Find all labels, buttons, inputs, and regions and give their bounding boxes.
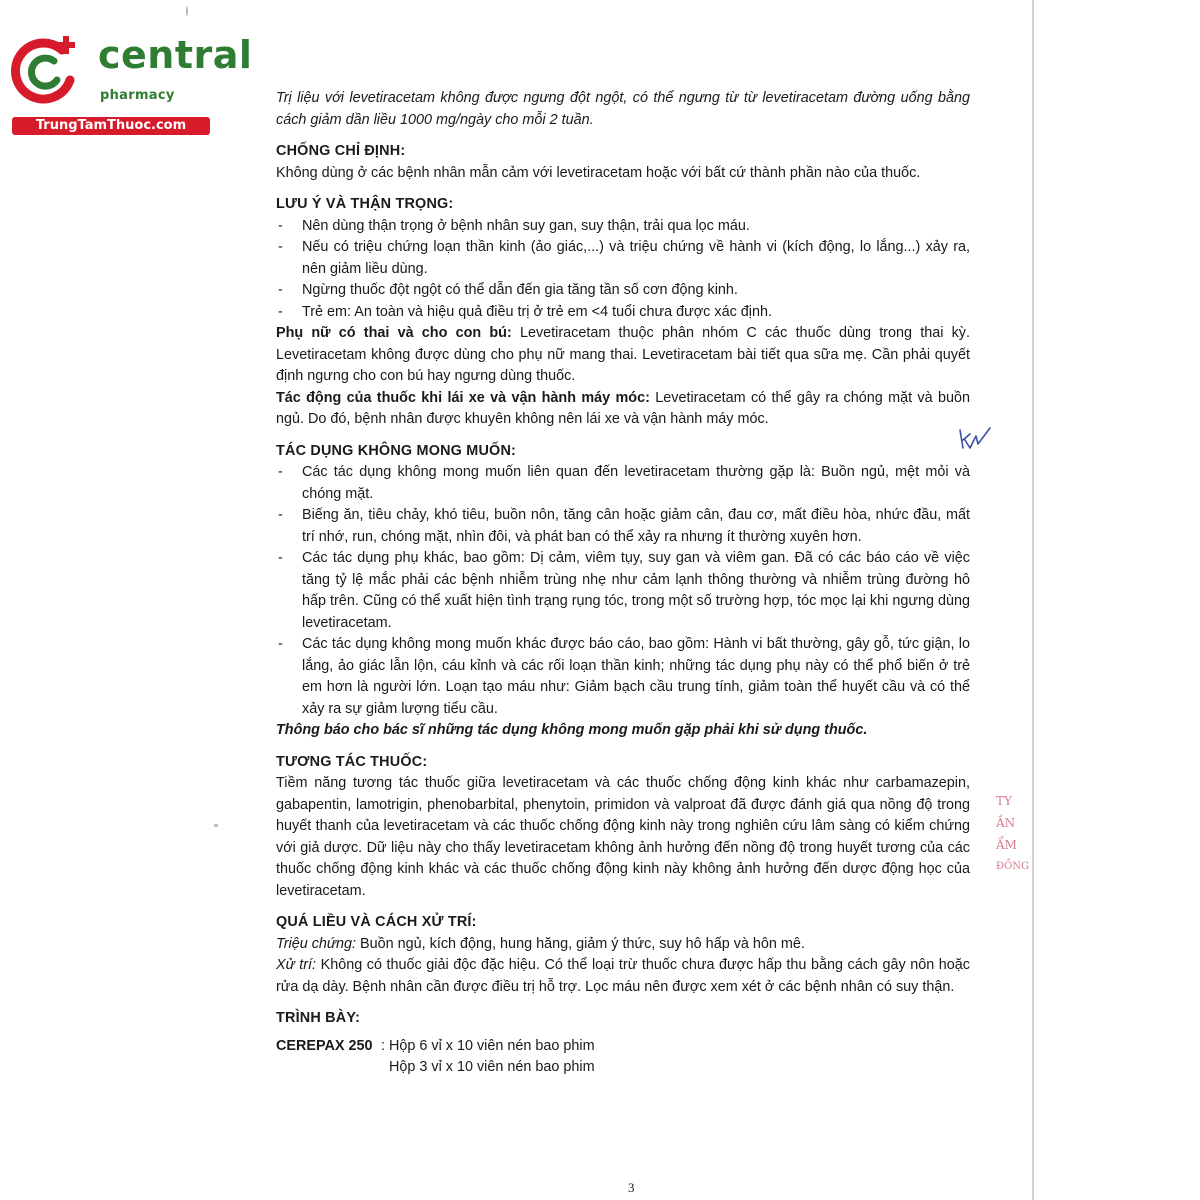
list-item: - Các tác dụng không mong muốn liên quan đến levetiracetam thường gặp là: Buồn ngủ, mệt mỏi và chóng mặt. — [276, 462, 970, 505]
handwritten-initials-icon — [956, 424, 996, 454]
scan-speck — [214, 824, 218, 827]
pregnancy-paragraph — [276, 323, 970, 388]
driving-text: Levetiracetam có thể gây ra chóng mặt và buồn ngủ. Do đó, bệnh nhân được khuyên không nên lái xe và vận hành máy móc. — [276, 389, 970, 427]
side-effects-notice: Thông báo cho bác sĩ những tác dụng không mong muốn gặp phải khi sử dụng thuốc. — [276, 722, 868, 738]
stamp-line: TY — [996, 794, 1012, 808]
intro-paragraph: Trị liệu với levetiracetam không được ngưng đột ngột, có thể ngưng từ từ levetiracetam đường uống bằng cách giảm dần liều 1000 mg/ngày cho mỗi 2 tuần. — [276, 90, 970, 128]
stamp-line: ĐỒNG — [996, 861, 1030, 872]
overdose-heading: QUÁ LIỀU VÀ CÁCH XỬ TRÍ: — [276, 914, 477, 930]
stamp-fragment — [996, 760, 1036, 900]
list-item: - Ngừng thuốc đột ngột có thể dẫn đến gia tăng tần số cơn động kinh. — [276, 280, 970, 302]
logo — [10, 33, 253, 136]
logo-name: central — [98, 33, 253, 77]
overdose-treatment — [276, 955, 970, 998]
interactions-heading: TƯƠNG TÁC THUỐC: — [276, 753, 428, 770]
stamp-line: ẦN — [996, 816, 1016, 830]
presentation-line: Hộp 3 vỉ x 10 viên nén bao phim — [389, 1059, 595, 1075]
driving-label: Tác động của thuốc khi lái xe và vận hành máy móc: — [276, 389, 650, 406]
list-item: - Các tác dụng không mong muốn khác được báo cáo, bao gồm: Hành vi bất thường, gây gỗ, tức giận, lo lắng, ảo giác lẫn lộn, cáu kỉnh và các rối loạn thần kinh; những tác dụng phụ này có thể phổ biến ở trẻ em hơn là người lớn. Loạn tạo máu như: Giảm bạch cầu trung tính, giảm toàn thể huyết cầu và có thể xảy ra sự giảm lượng tiểu cầu. — [276, 634, 970, 720]
side-effects-list — [276, 462, 970, 720]
list-item: - Trẻ em: An toàn và hiệu quả điều trị ở trẻ em <4 tuổi chưa được xác định. — [276, 302, 970, 324]
precautions-heading: LƯU Ý VÀ THẬN TRỌNG: — [276, 196, 454, 212]
driving-paragraph — [276, 388, 970, 431]
list-item: - Các tác dụng phụ khác, bao gồm: Dị cảm, viêm tụy, suy gan và viêm gan. Đã có các báo cáo về việc tăng tỷ lệ mắc phải các bệnh nhiễm trùng nhẹ như cảm lạnh thông thường và nhiễm trùng đường hô hấp trên. Cũng có thể xuất hiện tình trạng rụng tóc, trong một số trường hợp, tóc mọc lại khi ngưng dùng levetiracetam. — [276, 548, 970, 634]
side-effects-heading: TÁC DỤNG KHÔNG MONG MUỐN: — [276, 442, 517, 459]
pregnancy-label: Phụ nữ có thai và cho con bú: — [276, 325, 512, 341]
presentation-row — [276, 1036, 970, 1079]
list-item: - Nên dùng thận trọng ở bệnh nhân suy gan, suy thận, trải qua lọc máu. — [276, 216, 970, 238]
treatment-label: Xử trí: — [276, 957, 317, 973]
presentation-lines — [381, 1036, 970, 1079]
pregnancy-text: Levetiracetam thuộc phân nhóm C các thuốc dùng trong thai kỳ. Levetiracetam không được dùng cho phụ nữ mang thai. Levetiracetam bài tiết qua sữa mẹ. Cần phải quyết định ngưng cho con bú hay ngưng dùng thuốc. — [276, 325, 970, 384]
presentation-heading: TRÌNH BÀY: — [276, 1010, 361, 1026]
symptoms-text: Buồn ngủ, kích động, hung hăng, giảm ý thức, suy hô hấp và hôn mê. — [356, 935, 805, 952]
page-edge — [1032, 0, 1034, 1200]
scan-speck — [186, 6, 188, 16]
document-body — [276, 88, 970, 1079]
overdose-symptoms — [276, 934, 970, 956]
list-item: - Nếu có triệu chứng loạn thần kinh (ảo giác,...) và triệu chứng về hành vi (kích động, lo lắng...) xảy ra, nên giảm liều dùng. — [276, 237, 970, 280]
treatment-text: Không có thuốc giải độc đặc hiệu. Có thể loại trừ thuốc chưa được hấp thu bằng cách gây nôn hoặc rửa dạ dày. Bệnh nhân cần được điều trị hỗ trợ. Lọc máu nên được xem xét ở các bệnh nhân có suy thận. — [276, 957, 970, 995]
logo-subtitle: pharmacy — [100, 88, 175, 103]
list-item: - Biếng ăn, tiêu chảy, khó tiêu, buồn nôn, tăng cân hoặc giảm cân, đau cơ, mất điều hòa, nhức đầu, mất trí nhớ, run, chóng mặt, nhìn đôi, và phát ban có thể xảy ra nhưng ít thường xuyên hơn. — [276, 505, 970, 548]
logo-banner: TrungTamThuoc.com — [12, 117, 210, 135]
precautions-list — [276, 216, 970, 324]
interactions-text: Tiềm năng tương tác thuốc giữa levetiracetam và các thuốc chống động kinh khác như carbamazepin, gabapentin, lamotrigin, phenobarbital, phenytoin, primidon và valproat đã được đánh giá qua nồng độ trong huyết thanh của levetiracetam và các thuốc chống động kinh này trong nghiên cứu lâm sàng có kiểm chứng với giả dược. Dữ liệu này cho thấy levetiracetam không ảnh hưởng đến nồng độ trong huyết tương của các thuốc chống động kinh khác và các thuốc chống động kinh này không ảnh hưởng đến dược động học của levetiracetam. — [276, 775, 970, 899]
symptoms-label: Triệu chứng: — [276, 935, 357, 952]
product-name: CEREPAX 250 — [276, 1037, 373, 1054]
contraindications-heading: CHỐNG CHỈ ĐỊNH: — [276, 143, 406, 159]
stamp-line: ẨM — [996, 838, 1017, 852]
contraindications-text: Không dùng ở các bệnh nhân mẫn cảm với levetiracetam hoặc với bất cứ thành phần nào của thuốc. — [276, 164, 921, 181]
page-number: 3 — [628, 1180, 635, 1195]
presentation-line: : Hộp 6 vỉ x 10 viên nén bao phim — [381, 1037, 595, 1054]
pharmacy-logo-icon — [10, 36, 80, 106]
